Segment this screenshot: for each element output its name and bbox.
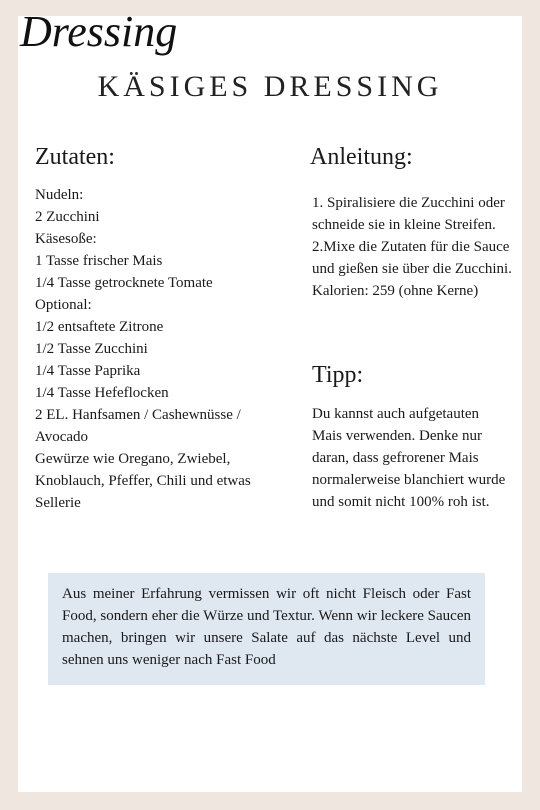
- list-item: Nudeln:: [35, 187, 84, 203]
- page-title: KÄSIGES DRESSING: [97, 70, 443, 103]
- note-text: Aus meiner Erfahrung vermissen wir oft nicht Fleisch oder Fast Food, sondern eher die Würze und Textur. Wenn wir leckere Saucen machen, bringen wir unsere Salate auf das nächste Level und sehnen uns weniger nach Fast Food: [62, 586, 471, 668]
- ingredients-heading: Zutaten:: [35, 144, 115, 170]
- list-item: 1/4 Tasse Paprika: [35, 363, 141, 379]
- script-title: Dressing: [20, 7, 178, 56]
- list-item: Gewürze wie Oregano, Zwiebel, Knoblauch, Pfeffer, Chili und etwas Sellerie: [35, 451, 251, 511]
- calories-text: Kalorien: 259 (ohne Kerne): [312, 283, 479, 299]
- instruction-step: 1. Spiralisiere die Zucchini oder schneide sie in kleine Streifen.: [312, 195, 505, 233]
- note-box: [48, 573, 485, 685]
- instructions-list: [312, 192, 512, 302]
- list-item: Optional:: [35, 297, 92, 313]
- list-item: 1/4 Tasse Hefeflocken: [35, 385, 169, 401]
- instruction-step: 2.Mixe die Zutaten für die Sauce und gießen sie über die Zucchini.: [312, 239, 512, 277]
- list-item: 2 Zucchini: [35, 209, 100, 225]
- list-item: Käsesoße:: [35, 231, 97, 247]
- instructions-heading: Anleitung:: [310, 144, 413, 170]
- ingredients-list: [35, 184, 285, 514]
- list-item: 1/4 Tasse getrocknete Tomate: [35, 275, 213, 291]
- list-item: 2 EL. Hanfsamen / Cashewnüsse / Avocado: [35, 407, 241, 445]
- list-item: 1/2 Tasse Zucchini: [35, 341, 148, 357]
- list-item: 1/2 entsaftete Zitrone: [35, 319, 164, 335]
- tip-text: Du kannst auch aufgetauten Mais verwenden. Denke nur daran, dass gefrorener Mais normalerweise blanchiert wurde und somit nicht 100% roh ist.: [312, 406, 506, 510]
- tip-heading: Tipp:: [312, 362, 364, 388]
- list-item: 1 Tasse frischer Mais: [35, 253, 163, 269]
